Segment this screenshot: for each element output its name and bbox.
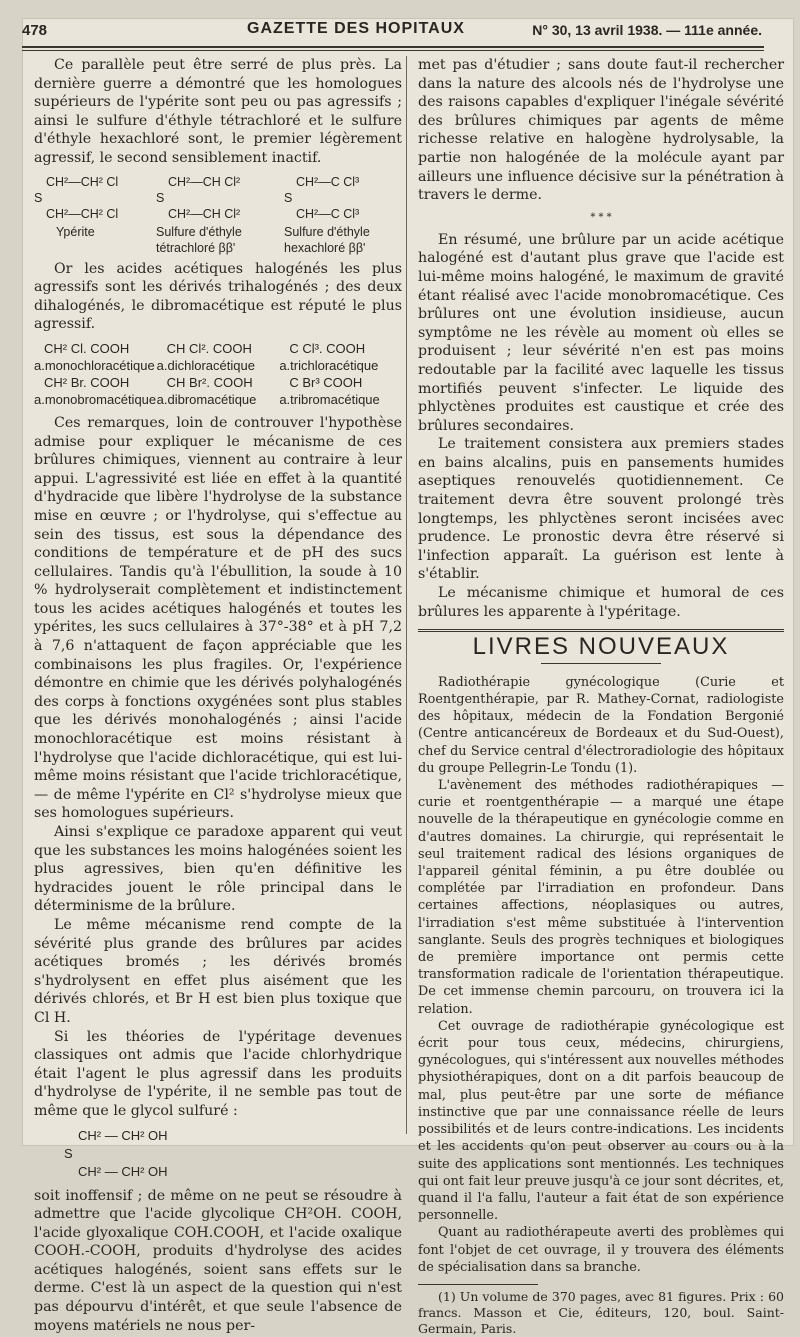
header-rule [22, 46, 764, 48]
acid-name: a.monobromacétique [34, 391, 157, 407]
paragraph: met pas d'étudier ; sans doute faut-il rechercher dans la nature des alcools nés de l'hydrolyse une des raisons capables d'expliquer l'inégale sévérité des brûlures chimiques par agents de même richesse relative en halogène hydrolysable, la partie non halogénée de la molécule ayant par ailleurs une influence décisive sur la pénétration à travers le derme. [418, 57, 784, 204]
section-subrule [541, 663, 661, 664]
paragraph: Quant au radiothérapeute averti des problèmes qui font l'objet de cet ouvrage, il y trouvera des éléments de spécialisation dans sa branche. [418, 1225, 784, 1275]
acid-formula: CH² Cl. COOH [44, 340, 130, 356]
structure-hexachlore: CH²—C Cl³ S CH²—C Cl³ Sulfure d'éthyle hexachloré ββ' [284, 174, 370, 255]
column-divider [406, 56, 407, 1134]
acid-formulas [34, 340, 402, 408]
paragraph: En résumé, une brûlure par un acide acétique halogéné est d'autant plus grave que l'acide est lui-même moins halogéné, le maximum de gravité étant réalisé avec l'acide monobromacétique. Ces brûlures ont une évolution insidieuse, aucun symptôme ne les révèle au moment où elles se produisent ; leur sévérité n'en est pas moins redoutable par la facilité avec laquelle les tissus mortifiés peuvent s'infecter. Le liquide des phlyctènes produites est caustique et crée des brûlures secondaires. [418, 231, 784, 434]
page-number: 478 [22, 22, 48, 39]
acid-formula: C Br³ COOH [289, 374, 363, 390]
acid-formula: CH Br². COOH [166, 374, 253, 390]
header-rule-thin [22, 50, 764, 51]
paragraph: Si les théories de l'ypéritage devenues classiques ont admis que l'acide chlorhydrique était l'agent le plus agressif dans les produits d'hydrolyse de l'ypérite, il ne semble pas tout de même que le glycol sulfuré : [34, 1028, 402, 1119]
footnote: (1) Un volume de 370 pages, avec 81 figures. Prix : 60 francs. Masson et Cie, éditeurs, 120, boul. Saint-Germain, Paris. [418, 1288, 784, 1336]
section-rule [418, 629, 784, 632]
paragraph: Or les acides acétiques halogénés les plus agressifs sont les dérivés trihalogénés ; des deux dihalogénés, le dibromacétique est réputé le plus agressif. [34, 260, 402, 333]
paragraph: Ainsi s'explique ce paradoxe apparent qui veut que les substances les moins halogénées soient les plus agressives, bien qu'en définitive les hydracides jouent le rôle principal dans le déterminisme de la brûlure. [34, 824, 402, 915]
journal-title: GAZETTE DES HOPITAUX [247, 20, 465, 37]
acid-name: a.dichloracétique [156, 357, 255, 373]
page-header [22, 18, 762, 48]
acid-name: a.tribromacétique [279, 391, 380, 407]
glycol-structure: CH² — CH² OH S CH² — CH² OH [64, 1127, 168, 1179]
paragraph: Le mécanisme chimique et humoral de ces brûlures les apparente à l'ypéritage. [418, 585, 784, 620]
paragraph: Cet ouvrage de radiothérapie gynécologique est écrit pour tous ceux, médecins, chirurgiens, gynécologues, qui s'intéressent aux nouvelles méthodes physiothérapiques, dont on a dit parfois beaucoup de mal, plus peut-être par une sorte de méfiance instinctive que par une connaissance réelle de leurs possibilités et de leurs contre-indications. Les incidents et les accidents qu'on peut observer au cours ou à la suite des applications sont mentionnés. Les techniques qui ont fait leur preuve jusqu'à ce jour sont décrites, et, quand il l'a fallu, l'auteur a fait état de son expérience personnelle. [418, 1018, 784, 1224]
acid-formula: C Cl³. COOH [289, 340, 366, 356]
section-stars: * * * [590, 211, 612, 223]
book-title: Radiothérapie gynécologique (Curie et Roentgenthérapie, par R. Mathey-Cornat, radiologiste des hôpitaux, médecin de la Fondation Bergonié (Centre anticancéreux de Bordeaux et du Sud-Ouest), chef du Service central d'électroradiologie des hôpitaux du groupe Pellegrin-Le Tondu (1). [418, 674, 784, 776]
paragraph: soit inoffensif ; de même on ne peut se résoudre à admettre que l'acide glycolique CH²OH. COOH, l'acide glyoxalique COH.COOH, et l'acide oxalique COOH.-COOH, produits d'hydrolyse des acides acétiques halogénés, soient sans effets sur le derme. C'est là un aspect de la question qui n'est pas dépourvu d'intérêt, et que seule l'absence de moyens matériels ne nous per- [34, 1187, 402, 1334]
left-column [34, 56, 402, 1335]
paragraph: Ces remarques, loin de controuver l'hypothèse admise pour expliquer le mécanisme de ces brûlures chimiques, viennent au contraire à leur appui. L'agressivité est liée en effet à la quantité d'hydracide que libère l'hydrolyse de la substance mise en œuvre ; or l'hydrolyse, qui s'effectue au sein des tissus, est sous la dépendance des conditions de température et de pH des sucs cellulaires. Tandis qu'à l'ébullition, la soude à 10 % hydrolyserait complètement et indistinctement tous les acides acétiques halogénés et toutes les ypérites, les sucs cellulaires à 37°-38° et à pH 7,2 à 7,6 n'attaquent de façon appréciable que les combinaisons les plus fragiles. Or, l'expérience démontre en chimie que les dérivés polyhalogénés des corps à fonctions oxygénées sont plus stables que les dérivés monohalogénés ; ainsi l'acide monochloracétique est moins résistant à l'hydrolyse que l'acide dichloracétique, qui est lui-même moins résistant que l'acide trichloracétique, — de même l'ypérite en Cl² s'hydrolyse mieux que ses homologues supérieurs. [34, 414, 402, 822]
acid-name: a.monochloracétique [34, 357, 155, 373]
acid-name: a.trichloracétique [279, 357, 379, 373]
issue-info: N° 30, 13 avril 1938. — 111e année. [532, 22, 762, 38]
right-column [418, 56, 784, 1337]
paragraph: Ce parallèle peut être serré de plus près. La dernière guerre a démontré que les homologues supérieurs de l'ypérite sont peu ou pas agressifs ; ainsi le sulfure d'éthyle tétrachloré et le sulfure d'éthyle hexachloré sont, le premier légèrement agressif, le second sensiblement inactif. [34, 57, 402, 166]
acid-formula: CH² Br. COOH [44, 374, 130, 390]
acid-name: a.dibromacétique [156, 391, 257, 407]
section-title: LIVRES NOUVEAUX [472, 633, 730, 661]
structure-yperite: CH²—CH² Cl S CH²—CH² Cl Ypérite [34, 174, 119, 239]
footnote-rule [418, 1284, 538, 1285]
structure-tetrachlore: CH²—CH Cl² S CH²—CH Cl² Sulfure d'éthyle tétrachloré ββ' [156, 174, 242, 255]
sulfide-structures [34, 174, 402, 256]
paragraph: Le traitement consistera aux premiers stades en bains alcalins, puis en pansements humides aseptiques renouvelés quotidiennement. Ce traitement devra être souvent prolongé très longtemps, les phlyctènes seront incisées avec prudence. Le pronostic devra être réservé si l'infection apparaît. La guérison est lente à s'établir. [418, 436, 784, 583]
paragraph: L'avènement des méthodes radiothérapiques — curie et roentgenthérapie — a marqué une étape nouvelle de la thérapeutique en gynécologie comme en d'autres domaines. La chirurgie, qui représentait le seul traitement radical des lésions organiques de l'appareil génital féminin, a pu être doublée ou complétée par l'irradiation en profondeur. Dans certaines affections, néoplasiques ou autres, l'irradiation s'est même substituée à l'intervention sanglante. Seuls des progrès techniques et biologiques de première importance ont permis cette transformation radicale de l'orientation thérapeutique. De cet immense chemin parcouru, on trouvera ici la relation. [418, 778, 784, 1017]
paragraph: Le même mécanisme rend compte de la sévérité plus grande des brûlures par acides acétiques bromés ; les dérivés bromés s'hydrolysent en effet plus aisément que les dérivés chlorés, et Br H est bien plus toxique que Cl H. [34, 916, 402, 1026]
acid-formula: CH Cl². COOH [166, 340, 252, 356]
